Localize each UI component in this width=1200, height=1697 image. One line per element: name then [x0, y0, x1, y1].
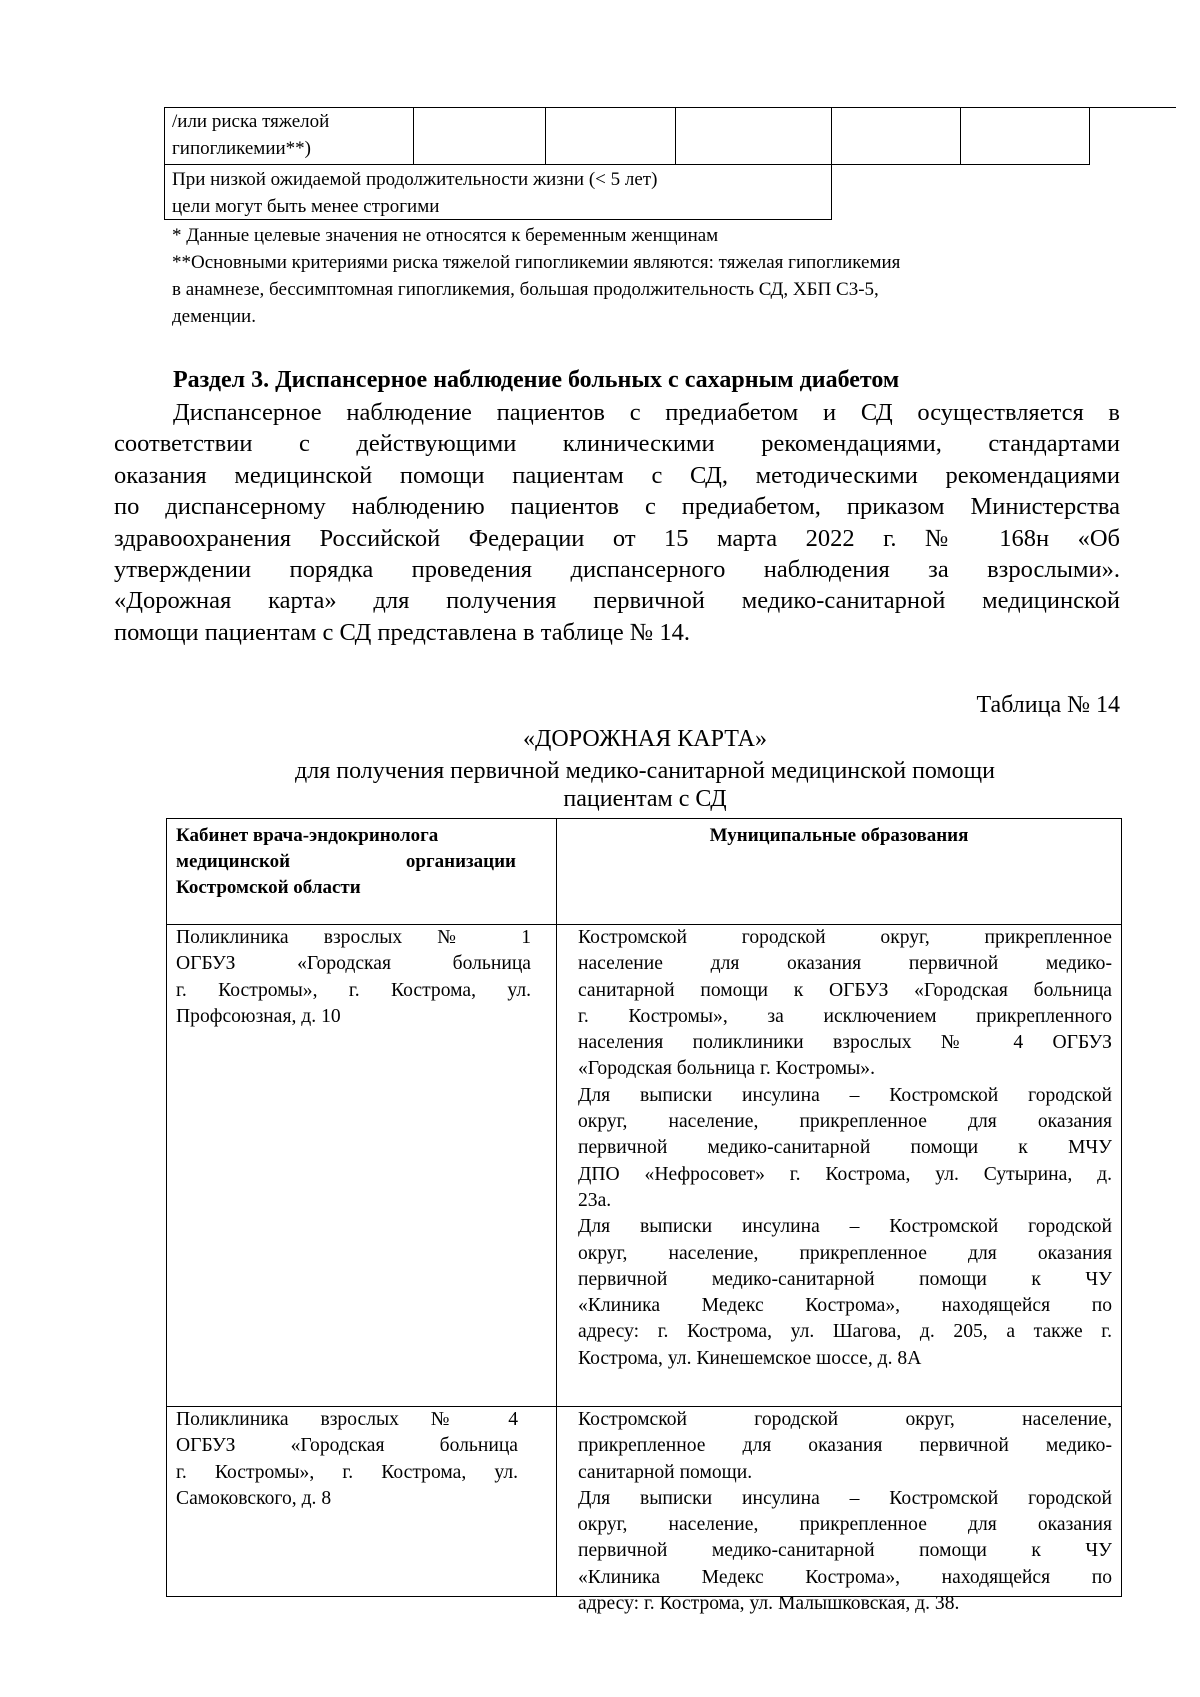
cell-line: первичной медико-санитарной помощи к МЧУ	[578, 1137, 1112, 1159]
cell-line: население для оказания первичной медико-	[578, 953, 1112, 975]
footnote-line: деменции.	[172, 306, 256, 327]
cell-line: адресу: г. Кострома, ул. Шагова, д. 205, а также г.	[578, 1321, 1112, 1343]
paragraph-line: «Дорожная карта» для получения первичной медико-санитарной медицинской	[114, 587, 1120, 615]
header-cell-municipal: Муниципальные образования	[709, 825, 969, 846]
top-table-border	[1089, 107, 1090, 165]
top-table-cell	[172, 166, 827, 220]
top-table-border	[545, 107, 546, 165]
paragraph-line: помощи пациентам с СД представлена в таблице № 14.	[114, 618, 691, 646]
cell-line: первичной медико-санитарной помощи к ЧУ	[578, 1268, 1112, 1290]
cell-line: адресу: г. Кострома, ул. Малышковская, д. 38.	[578, 1593, 960, 1615]
cell-line: «Клиника Медекс Кострома», находящейся по	[578, 1566, 1112, 1588]
table-subtitle	[160, 756, 1130, 814]
cell-line: гипогликемии**)	[172, 138, 311, 159]
cell-line: ОГБУЗ «Городская больница	[176, 1435, 518, 1457]
cell-line: Для выписки инсулина – Костромской городской	[578, 1216, 1112, 1238]
cell-line: При низкой ожидаемой продолжительности жизни (< 5 лет)	[172, 169, 658, 190]
cell-line: «Городская больница г. Костромы».	[578, 1058, 875, 1080]
paragraph-line: Диспансерное наблюдение пациентов с предиабетом и СД осуществляется в	[173, 399, 1120, 426]
cell-line: населения поликлиники взрослых № 4 ОГБУЗ	[578, 1032, 1112, 1054]
footnote-line: * Данные целевые значения не относятся к беременным женщинам	[172, 225, 719, 246]
header-line: Кабинет врача-эндокринолога	[176, 825, 439, 846]
footnote-line: **Основными критериями риска тяжелой гипогликемии являются: тяжелая гипогликемия	[172, 252, 901, 273]
cell-line: 23а.	[578, 1189, 612, 1211]
top-table-cell	[172, 108, 412, 162]
cell-line: г. Костромы», г. Кострома, ул.	[176, 979, 531, 1001]
row1-cabinet-cell	[176, 925, 531, 1030]
paragraph-line: утверждении порядка проведения диспансерного наблюдения за взрослыми».	[114, 556, 1120, 584]
cell-line: первичной медико-санитарной помощи к ЧУ	[578, 1540, 1112, 1562]
cell-line: Для выписки инсулина – Костромской городской	[578, 1487, 1112, 1509]
section-heading: Раздел 3. Диспансерное наблюдение больных с сахарным диабетом	[173, 367, 900, 393]
table-number-label: Таблица № 14	[976, 692, 1120, 718]
cell-line: Поликлиника взрослых № 4	[176, 1409, 518, 1430]
cell-line: /или риска тяжелой	[172, 111, 330, 132]
top-table-border	[164, 164, 1089, 165]
top-table-border	[831, 107, 832, 220]
cell-line: Поликлиника взрослых № 1	[176, 927, 531, 948]
cell-line: г. Костромы», за исключением прикрепленного	[578, 1005, 1112, 1027]
cell-line: Профсоюзная, д. 10	[176, 1005, 341, 1027]
cell-line: санитарной помощи к ОГБУЗ «Городская больница	[578, 979, 1112, 1001]
cell-line: Костромской городской округ, прикрепленное	[578, 927, 1112, 948]
table-title: «ДОРОЖНАЯ КАРТА»	[522, 726, 768, 752]
cell-line: «Клиника Медекс Кострома», находящейся по	[578, 1295, 1112, 1317]
subtitle-line: для получения первичной медико-санитарной медицинской помощи	[295, 758, 995, 784]
top-table-border	[675, 107, 676, 165]
cell-line: цели могут быть менее строгими	[172, 196, 440, 217]
table-border	[166, 818, 1122, 819]
row2-cabinet-cell	[176, 1407, 518, 1512]
cell-line: округ, население, прикрепленное для оказания	[578, 1514, 1112, 1536]
paragraph-line: соответствии с действующими клиническими рекомендациями, стандартами	[114, 430, 1120, 458]
cell-line: ДПО «Нефросовет» г. Кострома, ул. Сутырина, д.	[578, 1163, 1112, 1185]
cell-line: ОГБУЗ «Городская больница	[176, 953, 531, 975]
table-border	[556, 818, 557, 1597]
header-line: Костромской области	[176, 877, 361, 898]
cell-line: прикрепленное для оказания первичной медико-	[578, 1435, 1112, 1457]
paragraph-line: оказания медицинской помощи пациентам с СД, методическими рекомендациями	[114, 461, 1120, 489]
subtitle-line: пациентам с СД	[563, 786, 727, 812]
cell-line: Кострома, ул. Кинешемское шоссе, д. 8А	[578, 1347, 922, 1369]
table-border	[1121, 818, 1122, 1597]
cell-line: округ, население, прикрепленное для оказания	[578, 1111, 1112, 1133]
top-table-border	[960, 107, 961, 165]
paragraph-line: по диспансерному наблюдению пациентов с предиабетом, приказом Министерства	[114, 493, 1120, 521]
cell-line: округ, население, прикрепленное для оказания	[578, 1242, 1112, 1264]
header-line: медицинской организации	[176, 851, 516, 872]
paragraph-line: здравоохранения Российской Федерации от 15 марта 2022 г. № 168н «Об	[114, 524, 1120, 552]
cell-line: Костромской городской округ, население,	[578, 1409, 1112, 1430]
cell-line: Самоковского, д. 8	[176, 1487, 332, 1509]
header-cell-cabinet	[176, 823, 516, 901]
footnotes	[172, 222, 1122, 330]
footnote-line: в анамнезе, бессимптомная гипогликемия, большая продолжительность СД, ХБП С3-5,	[172, 279, 879, 300]
row1-municipal-cell	[578, 925, 1112, 1372]
cell-line: санитарной помощи.	[578, 1461, 753, 1483]
top-table-border	[164, 107, 165, 220]
cell-line: Для выписки инсулина – Костромской городской	[578, 1084, 1112, 1106]
table-border	[166, 818, 167, 1597]
cell-line: г. Костромы», г. Кострома, ул.	[176, 1461, 518, 1483]
row2-municipal-cell	[578, 1407, 1112, 1617]
section-paragraph	[114, 397, 1120, 648]
top-table-border	[413, 107, 414, 165]
